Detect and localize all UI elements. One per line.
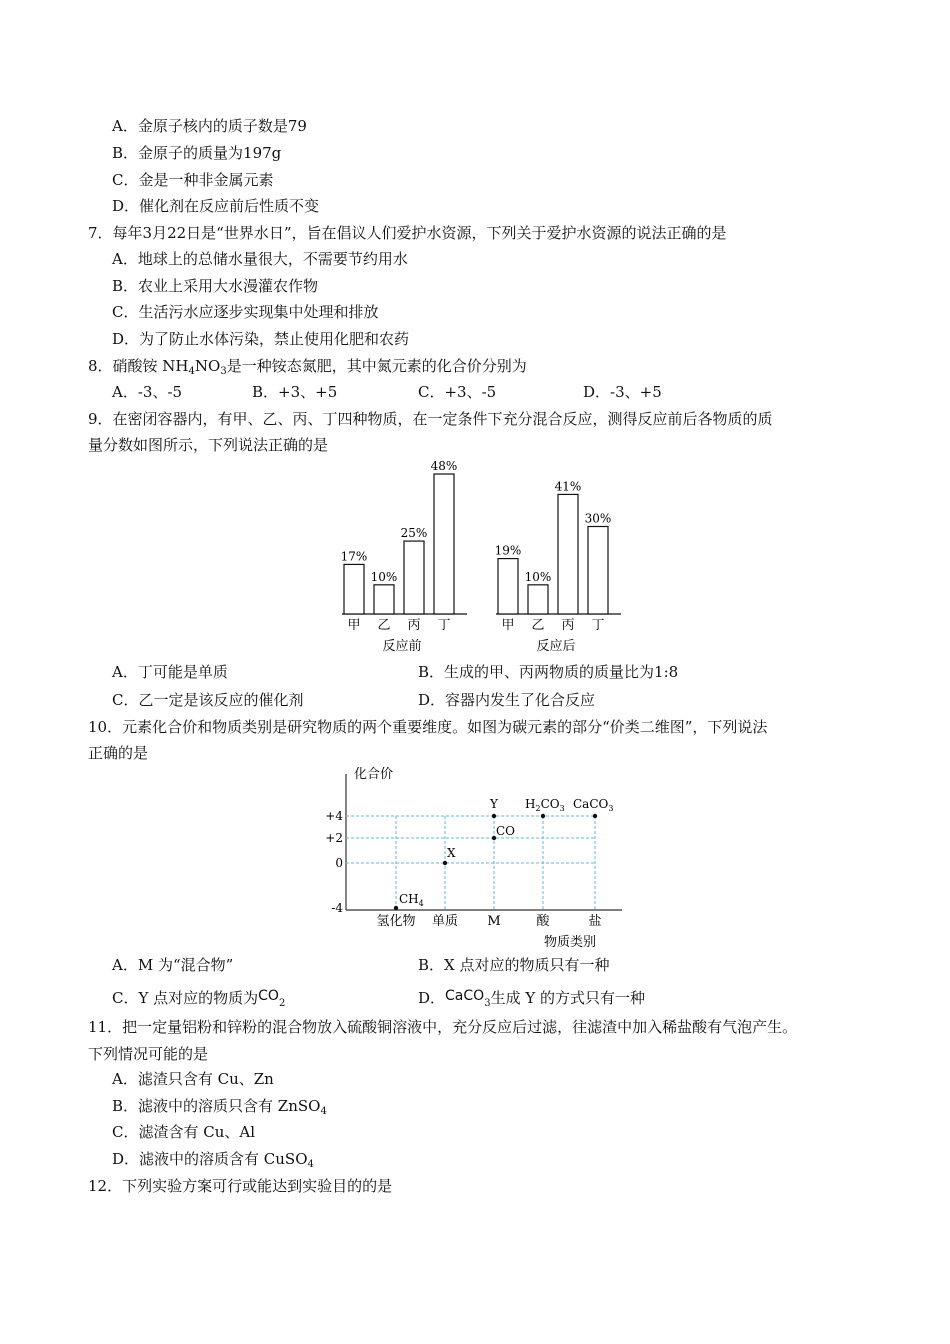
q9-option-d: D．容器内发生了化合反应 (418, 691, 596, 709)
q11-option-b-sub: 4 (320, 1106, 327, 1117)
q8-stem (88, 356, 527, 376)
q7-option-a: A．地球上的总储水量很大，不需要节约用水 (112, 250, 408, 268)
chart-after-data-label-3: 30% (584, 511, 612, 526)
chart-before-bar-3 (434, 474, 454, 614)
chart-before-tick-label-3: 丁 (437, 618, 451, 633)
q7-option-c: C．生活污水应逐步实现集中处理和排放 (112, 303, 379, 321)
valence-point-label-1: X (447, 846, 456, 860)
q11-option-d (112, 1149, 314, 1169)
chart-before-data-label-2: 25% (400, 526, 428, 541)
q10-valence-chart (320, 760, 640, 950)
valence-ytick-1: +2 (325, 831, 343, 845)
chart-before-bar-0 (344, 564, 364, 614)
chart-after-bar-3 (588, 527, 608, 615)
q6-option-b: B．金原子的质量为197g (112, 144, 282, 162)
valence-xtick-3: 酸 (536, 914, 550, 929)
q10-option-d-sub: 3 (484, 998, 491, 1009)
chart-after-data-label-2: 41% (554, 479, 582, 494)
q10-option-d-label: D． (418, 989, 446, 1007)
valence-ylabel: 化合价 (354, 767, 394, 782)
valence-xlabel: 物质类别 (543, 935, 597, 950)
chart-after-bar-2 (558, 494, 578, 614)
q9-option-a: A．丁可能是单质 (112, 663, 228, 681)
q6-option-c: C．金是一种非金属元素 (112, 171, 274, 189)
q10-option-d (418, 986, 645, 1008)
q10-option-b: B．X 点对应的物质只有一种 (418, 956, 610, 974)
chart-before-xlabel: 反应前 (382, 639, 422, 654)
q8-option-b: B．+3、+5 (252, 383, 338, 401)
q7-stem: 7．每年3月22日是“世界水日”，旨在倡议人们爱护水资源，下列关于爱护水资源的说法正确的是 (88, 224, 727, 242)
q9-option-b: B．生成的甲、丙两物质的质量比为1:8 (418, 663, 679, 681)
chart-after-data-label-0: 19% (494, 543, 522, 558)
chart-before-data-label-3: 48% (430, 459, 458, 473)
q9-stem-line1: 9．在密闭容器内，有甲、乙、丙、丁四种物质，在一定条件下充分混合反应，测得反应前后各物质的质 (88, 410, 773, 428)
q10-option-c-sub: 2 (278, 998, 286, 1009)
q8-stem-pre: 8．硝酸铵 NH (88, 357, 189, 375)
chart-before-tick-label-2: 丙 (407, 618, 421, 633)
valence-ytick-2: 0 (335, 856, 343, 870)
q11-stem-line2: 下列情况可能的是 (88, 1045, 209, 1063)
chart-after-bar-1 (528, 585, 548, 614)
chart-before-tick-label-1: 乙 (377, 618, 391, 633)
q12-stem: 12．下列实验方案可行或能达到实验目的的是 (88, 1177, 393, 1195)
valence-point-label-3: Y (490, 797, 498, 811)
valence-xtick-1: 单质 (431, 914, 459, 929)
q7-option-b: B．农业上采用大水漫灌农作物 (112, 277, 319, 295)
valence-point-label-4: $H_2CO_3$ (525, 797, 565, 813)
valence-ytick-0: +4 (325, 809, 343, 823)
q10-option-a: A．M 为“混合物” (112, 956, 234, 974)
chart-before-tick-label-0: 甲 (347, 618, 361, 633)
valence-point-label-5: CaCO$_3$ (573, 797, 614, 813)
valence-xtick-0: 氢化物 (376, 914, 416, 929)
q6-option-d: D．催化剂在反应前后性质不变 (112, 197, 320, 215)
q11-stem-line1: 11．把一定量铝粉和锌粉的混合物放入硫酸铜溶液中，充分反应后过滤，往滤渣中加入稀盐酸有气泡产生。 (88, 1018, 798, 1036)
q7-option-d: D．为了防止水体污染，禁止使用化肥和农药 (112, 330, 410, 348)
valence-ytick-3: -4 (331, 901, 343, 915)
q8-sub2: 3 (220, 366, 227, 377)
q11-option-a: A．滤渣只含有 Cu、Zn (112, 1070, 274, 1088)
chart-after-tick-label-1: 乙 (531, 618, 545, 633)
q10-option-c (112, 986, 285, 1008)
q10-option-d-formula: CaCO (445, 988, 485, 1004)
valence-xtick-2: M (487, 914, 501, 929)
chart-before-data-label-0: 17% (340, 549, 368, 564)
q8-stem-mid: NO (194, 357, 221, 375)
q10-stem-line2: 正确的是 (88, 744, 149, 762)
q11-option-d-text: D．滤液中的溶质含有 CuSO (112, 1150, 308, 1168)
q9-stem-line2: 量分数如图所示，下列说法正确的是 (88, 436, 329, 454)
q6-option-a: A．金原子核内的质子数是79 (112, 117, 307, 135)
valence-point-label-0: $CH_4$ (399, 892, 424, 908)
chart-before-data-label-1: 10% (370, 569, 398, 584)
q9-option-c: C．乙一定是该反应的催化剂 (112, 691, 304, 709)
q8-sub1: 4 (188, 366, 195, 377)
valence-point-1 (443, 861, 447, 865)
chart-after-xlabel: 反应后 (536, 639, 576, 654)
q8-option-a: A．-3、-5 (112, 383, 183, 401)
q10-option-c-text: C．Y 点对应的物质为 (112, 989, 259, 1007)
q11-option-b-text: B．滤液中的溶质只含有 ZnSO (112, 1097, 321, 1115)
valence-point-5 (593, 814, 597, 818)
chart-after-bar-0 (498, 559, 518, 614)
q8-stem-post: 是一种铵态氮肥，其中氮元素的化合价分别为 (226, 357, 527, 375)
valence-point-3 (492, 814, 496, 818)
q8-option-d: D．-3、+5 (583, 383, 662, 401)
q11-option-d-sub: 4 (307, 1159, 314, 1170)
q11-option-c: C．滤渣含有 Cu、Al (112, 1123, 256, 1141)
chart-after-tick-label-3: 丁 (591, 618, 605, 633)
valence-point-label-2: CO (496, 824, 516, 838)
q10-stem-line1: 10．元素化合价和物质类别是研究物质的两个重要维度。如图为碳元素的部分“价类二维图”，下列说法 (88, 718, 768, 736)
q8-option-c: C．+3、-5 (418, 383, 497, 401)
chart-after-tick-label-0: 甲 (501, 618, 515, 633)
chart-after-data-label-1: 10% (524, 569, 552, 584)
valence-xtick-4: 盐 (588, 914, 602, 929)
q9-bar-charts (330, 456, 630, 656)
q10-option-d-text: 生成 Y 的方式只有一种 (490, 989, 646, 1007)
chart-after-tick-label-2: 丙 (561, 618, 575, 633)
q11-option-b (112, 1096, 327, 1116)
valence-point-4 (541, 814, 545, 818)
chart-before-bar-2 (404, 541, 424, 614)
valence-point-0 (394, 906, 398, 910)
q10-option-c-formula: CO (258, 988, 279, 1004)
chart-before-bar-1 (374, 585, 394, 614)
